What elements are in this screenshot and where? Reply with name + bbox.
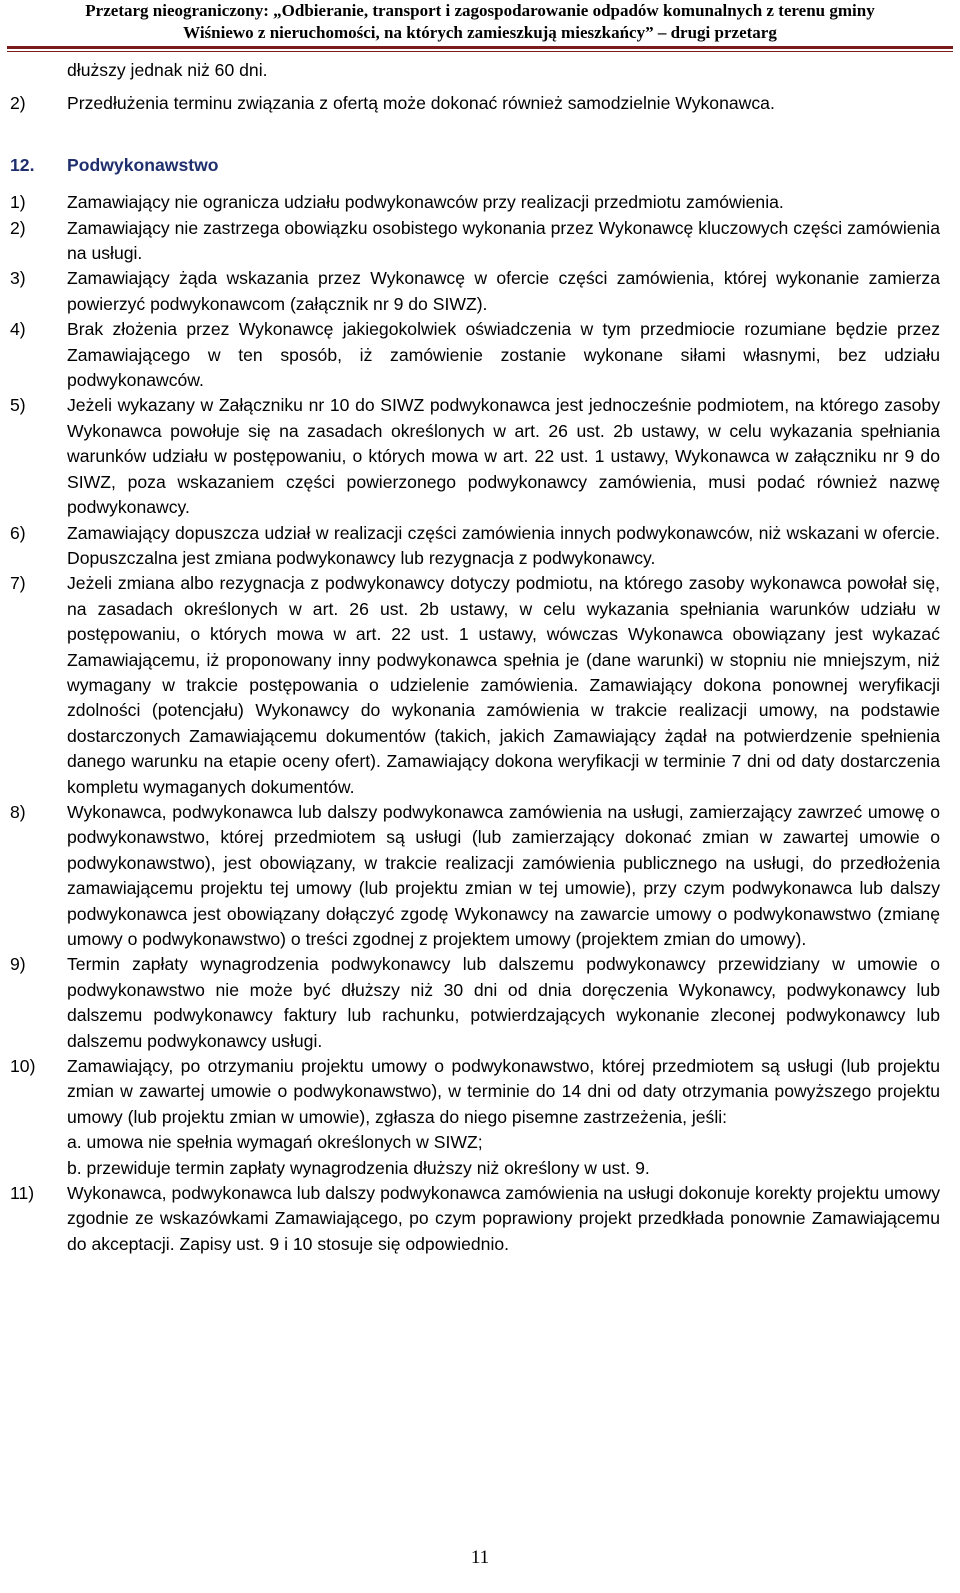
list-item-8: [10, 800, 940, 952]
item-text: Jeżeli zmiana albo rezygnacja z podwykonawcy dotyczy podmiotu, na którego zasoby wykonawca powołał się, na zasadach określonych w art. 26 ust. 2b ustawy, w celu wykazania spełniania warunków udziału w postępowaniu, o których mowa w art. 22 ust. 1 ustawy, wówczas Wykonawca obowiązany jest wykazać Zamawiającemu, iż proponowany inny podwykonawca spełnia je (dane warunki) w stopniu nie mniejszym, niż wymagany w trakcie postępowania o udzielenie zamówienia. Zamawiający dokona ponownej weryfikacji zdolności (potencjału) Wykonawcy do wykonania zamówienia w trakcie realizacji umowy, na podstawie dostarczonych Zamawiającemu dokumentów (takich, jakich Zamawiający żądał na potwierdzenie spełnienia danego warunku na etapie oceny ofert). Zamawiający dokona weryfikacji w terminie 7 dni od daty dostarczenia kompletu wymaganych dokumentów.: [67, 573, 940, 797]
item-number: 1): [10, 192, 26, 213]
item-text: Wykonawca, podwykonawca lub dalszy podwykonawca zamówienia na usługi dokonuje korekty projektu umowy zgodnie ze wskazówkami Zamawiającego, po czym poprawiony projekt przedkłada ponownie Zamawiającemu do akceptacji. Zapisy ust. 9 i 10 stosuje się odpowiednio.: [67, 1183, 940, 1254]
item-text: Brak złożenia przez Wykonawcę jakiegokolwiek oświadczenia w tym przedmiocie rozumiane będzie przez Zamawiającego w ten sposób, iż zamówienie zostanie wykonane siłami własnymi, bez udziału podwykonawców.: [67, 319, 940, 391]
section-number: 12.: [10, 154, 35, 175]
list-item-10-sub-a: a. umowa nie spełnia wymagań określonych w SIWZ;: [67, 1132, 483, 1153]
spacer: [10, 178, 940, 190]
item-text: Zamawiający, po otrzymaniu projektu umowy o podwykonawstwo, której przedmiotem są usługi (lub projektu zmian w zawartej umowie o podwykonawstwo), w terminie do 14 dni od daty otrzymania powyższego projektu umowy (lub projektu zmian w umowie), zgłasza do niego pisemne zastrzeżenia, jeśli:: [67, 1056, 940, 1127]
item-number: 3): [10, 268, 26, 289]
list-item-7: [10, 571, 940, 800]
document-header: [0, 0, 960, 46]
list-item-10: [10, 1054, 940, 1130]
list-item-9: [10, 952, 940, 1054]
item-text: Zamawiający nie ogranicza udziału podwykonawców przy realizacji przedmiotu zamówienia.: [67, 192, 784, 213]
page-number: 11: [470, 1547, 490, 1568]
item-number: 11): [10, 1183, 35, 1204]
spacer: [10, 117, 940, 153]
list-item-4: [10, 317, 940, 393]
section-heading: [10, 153, 940, 178]
list-item-11: [10, 1181, 940, 1257]
item-number: 4): [10, 319, 26, 340]
item-text: Zamawiający żąda wskazania przez Wykonawcę w ofercie części zamówienia, której wykonanie zamierza powierzyć podwykonawcom (załącznik nr 9 do SIWZ).: [67, 268, 940, 314]
item-number: 8): [10, 801, 26, 822]
item-text: Jeżeli wykazany w Załączniku nr 10 do SIWZ podwykonawca jest jednocześnie podmiotem, na którego zasoby Wykonawca powołuje się na zasadach określonych w art. 26 ust. 2b ustawy, w celu wykazania spełniania warunków udziału w postępowaniu, o których mowa w art. 22 ust. 1 ustawy, Wykonawca w załączniku nr 9 do SIWZ, poza wskazaniem części powierzonego podwykonawcy zamówienia, musi podać również nazwę podwykonawcy.: [67, 395, 940, 518]
list-item-3: [10, 266, 940, 317]
item-number: 6): [10, 522, 26, 543]
item-number: 7): [10, 573, 26, 594]
item-text: Wykonawca, podwykonawca lub dalszy podwykonawca zamówienia na usługi, zamierzający zawrzeć umowę o podwykonawstwo, której przedmiotem są usługi (lub zamierzający dokonać zmian w zawartej umowie o podwykonawstwo), jest obowiązany, w trakcie realizacji zamówienia publicznego na usługi, do przedłożenia zamawiającemu projektu tej umowy (lub projektu zmian w tej umowie), przy czym podwykonawca lub dalszy podwykonawca jest obowiązany dołączyć zgodę Wykonawcy na zawarcie umowy o podwykonawstwo (zmianę umowy o podwykonawstwo) o treści zgodnej z projektem umowy (projektem zmian do umowy).: [67, 801, 940, 949]
section-title: Podwykonawstwo: [67, 154, 219, 175]
list-item-6: [10, 521, 940, 572]
item-number: 5): [10, 395, 26, 416]
item-text: Zamawiający dopuszcza udział w realizacji części zamówienia innych podwykonawców, niż wskazani w ofercie. Dopuszczalna jest zmiana podwykonawcy lub rezygnacja z podwykonawcy.: [67, 522, 940, 568]
list-item-10-sub-b: b. przewiduje termin zapłaty wynagrodzenia dłuższy niż określony w ust. 9.: [67, 1157, 650, 1178]
header-line-1: Przetarg nieograniczony: „Odbieranie, transport i zagospodarowanie odpadów komunalnych z terenu gminy: [85, 1, 875, 20]
header-divider-thin: [7, 51, 953, 52]
list-item-5: [10, 393, 940, 520]
item-text: Termin zapłaty wynagrodzenia podwykonawcy lub dalszemu podwykonawcy przewidziany w umowie o podwykonawstwo nie może być dłuższy niż 30 dni od dnia doręczenia Wykonawcy, podwykonawcy lub dalszemu podwykonawcy faktury lub rachunku, potwierdzających wykonanie zleconej podwykonawcy lub dalszemu podwykonawcy usługi.: [67, 954, 940, 1051]
header-line-2: Wiśniewo z nieruchomości, na których zamieszkują mieszkańcy” – drugi przetarg: [183, 23, 777, 42]
header-divider: [7, 46, 953, 49]
item-number: 10): [10, 1056, 36, 1077]
item-number: 2): [10, 93, 26, 114]
list-item-1: [10, 190, 940, 215]
item-number: 9): [10, 954, 26, 975]
item-text: Zamawiający nie zastrzega obowiązku osobistego wykonania przez Wykonawcę kluczowych części zamówienia na usługi.: [67, 217, 940, 264]
intro-item-2: [10, 91, 940, 116]
list-item-2: [10, 216, 940, 267]
document-body: [10, 58, 940, 1257]
item-number: 2): [10, 217, 26, 238]
item-text: Przedłużenia terminu związania z ofertą może dokonać również samodzielnie Wykonawca.: [67, 93, 775, 114]
continuation-text: dłuższy jednak niż 60 dni.: [67, 60, 268, 80]
